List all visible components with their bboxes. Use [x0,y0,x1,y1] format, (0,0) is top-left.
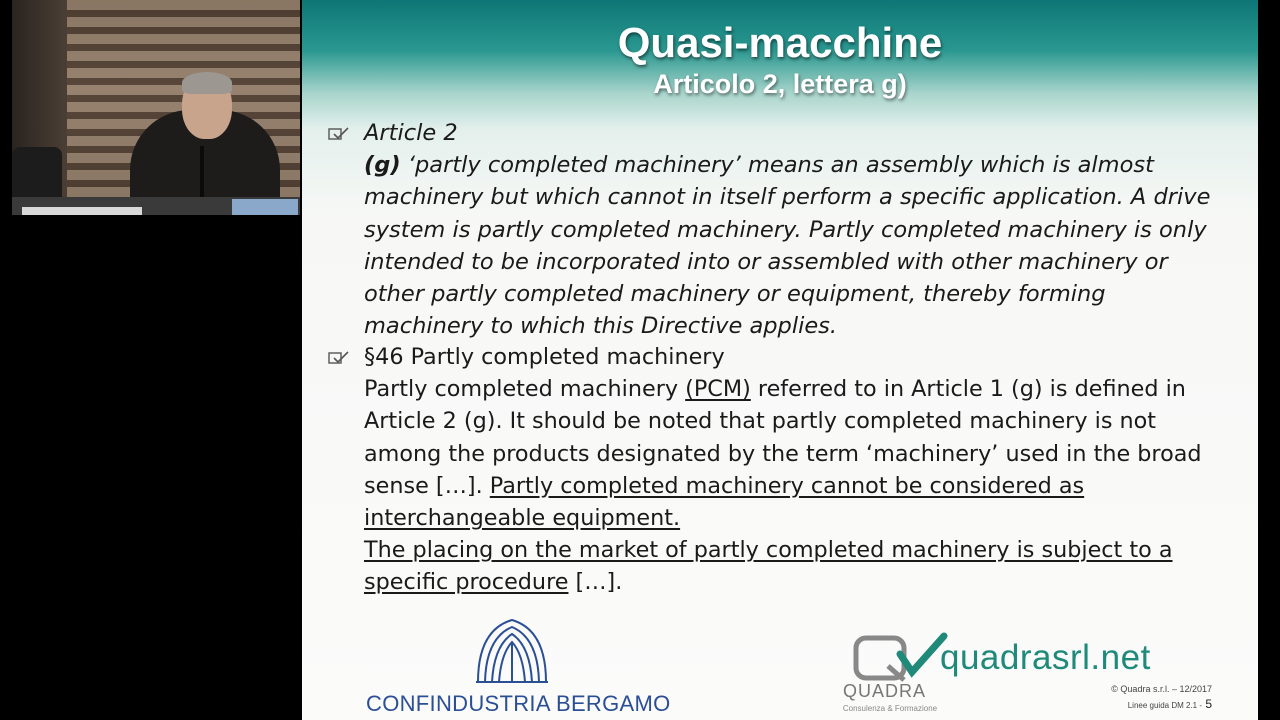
webcam-feed [12,0,300,215]
section-46-line-6-underlined: The placing on the market of partly completed machinery is subject to a [364,537,1173,564]
article-2-line-2: machinery but which cannot in itself perform a specific application. A drive [364,184,1211,211]
confindustria-logo [366,618,671,720]
article-2-heading: Article 2 [364,120,458,146]
section-46-line-2: Article 2 (g). It should be noted that partly completed machinery is not [364,408,1157,435]
presentation-slide [302,0,1258,720]
section-46-line-5-underlined: interchangeable equipment. [364,505,681,532]
article-2-line-4: intended to be incorporated into or assembled with other machinery or [364,248,1168,275]
section-46-line-6 [364,534,1244,566]
section-46-line-7 [364,566,1244,598]
article-2-line-3: system is partly completed machinery. Partly completed machinery is only [364,216,1207,243]
section-46-line-4 [364,470,1244,502]
copyright-notice: © Quadra s.r.l. – 12/2017 [1111,684,1212,694]
section-46-heading: §46 Partly completed machinery [364,344,725,370]
chair [12,147,62,197]
quadra-website: quadrasrl.net [940,638,1151,677]
confindustria-emblem-icon [366,618,658,690]
section-46-block [364,341,1244,599]
quadra-logo [830,628,1250,720]
article-2-block [364,117,1244,342]
section-46-line-7-underlined: specific procedure [364,569,569,596]
slide-title: Quasi-macchine [617,19,943,66]
article-2-line-1-text: ‘partly completed machinery’ means an assembly which is almost [407,152,1154,179]
section-46-line-1 [364,373,1244,405]
quadra-tagline: Consulenza & Formazione [842,704,938,713]
presenter-hair [182,72,232,94]
monitor [232,199,298,215]
section-46-line-5 [364,502,1244,534]
section-46-line-1-a: Partly completed machinery [364,376,686,403]
quadra-wordmark: QUADRA [843,681,927,701]
guide-reference: Linee guida DM 2.1 - [1127,701,1202,710]
checkbox-tick-icon [328,350,350,366]
article-2-line-1 [364,149,1244,181]
section-46-line-4-a: sense […]. [364,472,490,499]
confindustria-name: CONFINDUSTRIA BERGAMO [366,691,671,716]
section-46-line-1-b: referred to in Article 1 (g) is defined in [750,376,1186,403]
section-46-line-3: among the products designated by the term ‘machinery’ used in the broad [364,440,1202,467]
article-2-line-5: other partly completed machinery or equipment, thereby forming [364,281,1106,308]
laptop [22,207,142,215]
checkbox-tick-icon [328,126,350,142]
slide-subtitle: Articolo 2, lettera g) [653,69,907,99]
article-2-line-6: machinery to which this Directive applies. [364,313,838,340]
page-number: 5 [1205,697,1212,711]
section-46-line-7-b: […]. [568,569,623,596]
article-2-label: (g) [364,152,401,179]
section-46-line-4-underlined: Partly completed machinery cannot be considered as [489,472,1085,499]
pcm-abbreviation: (PCM) [685,376,751,403]
